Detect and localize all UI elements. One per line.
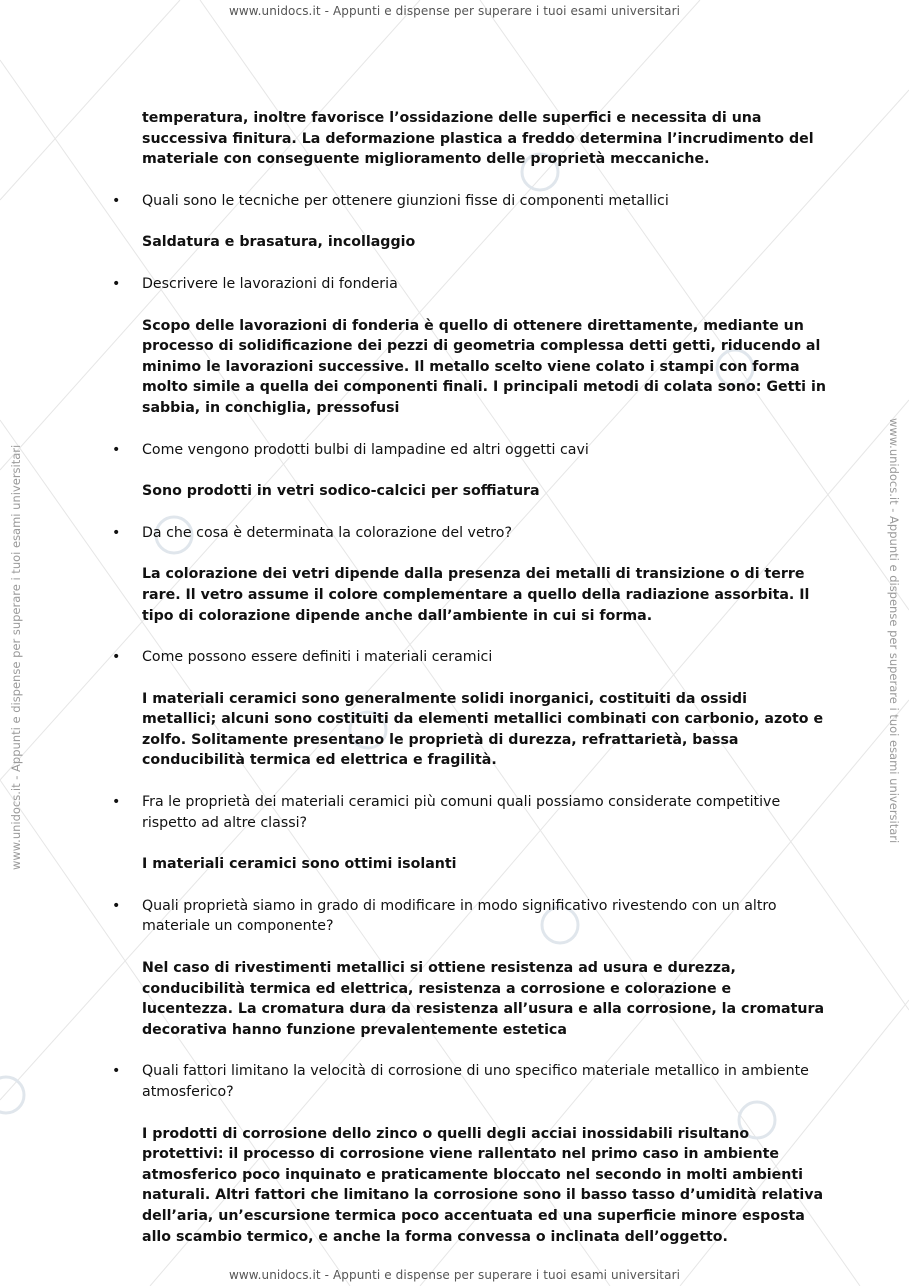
qa-item [110, 896, 826, 1041]
bullet-icon: • [112, 192, 121, 209]
question-text: Quali fattori limitano la velocità di corrosione di uno specifico materiale metallico in ambiente atmosferico? [142, 1063, 809, 1100]
qa-item [110, 191, 826, 253]
side-watermark-right: www.unidocs.it - Appunti e dispense per superare i tuoi esami universitari [887, 418, 901, 844]
question [110, 647, 826, 668]
question [110, 274, 826, 295]
qa-item [110, 792, 826, 875]
question-text: Come vengono prodotti bulbi di lampadine ed altri oggetti cavi [142, 441, 589, 458]
question-text: Fra le proprietà dei materiali ceramici più comuni quali possiamo considerate competitive rispetto ad altre classi? [142, 794, 781, 831]
bullet-icon: • [112, 441, 121, 458]
document-body [110, 108, 826, 1247]
answer: I materiali ceramici sono generalmente solidi inorganici, costituiti da ossidi metallici; alcuni sono costituiti da elementi metallici combinati con carbonio, azoto e zolfo. Solitamente presentano le proprietà di durezza, refrattarietà, bassa conducibilità termica ed elettrica e fragilità. [142, 690, 824, 769]
intro-continuation: temperatura, inoltre favorisce l’ossidazione delle superfici e necessita di una successiva finitura. La deformazione plastica a freddo determina l’incrudimento del materiale con conseguente miglioramento delle proprietà meccaniche. [142, 110, 814, 168]
bullet-icon: • [112, 1063, 121, 1080]
answer: Nel caso di rivestimenti metallici si ottiene resistenza ad usura e durezza, conducibilità termica ed elettrica, resistenza a corrosione e colorazione e lucentezza. La cromatura dura da resistenza all’usura e alla corrosione, la cromatura decorativa hanno funzione prevalentemente estetica [142, 960, 825, 1038]
header-banner: www.unidocs.it - Appunti e dispense per superare i tuoi esami universitari [228, 4, 681, 18]
answer: La colorazione dei vetri dipende dalla presenza dei metalli di transizione o di terre rare. Il vetro assume il colore complementare a quello della radiazione assorbita. Il tipo di colorazione dipende anche dall’ambiente in cui si forma. [142, 566, 810, 624]
bullet-icon: • [112, 524, 121, 541]
question [110, 191, 826, 212]
question [110, 1061, 826, 1102]
footer-banner: www.unidocs.it - Appunti e dispense per superare i tuoi esami universitari [228, 1268, 681, 1282]
qa-item [110, 523, 826, 626]
answer: Sono prodotti in vetri sodico-calcici per soffiatura [142, 483, 540, 500]
bullet-icon: • [112, 275, 121, 292]
question-text: Da che cosa è determinata la colorazione del vetro? [142, 524, 512, 541]
bullet-icon: • [112, 794, 121, 811]
question-text: Quali proprietà siamo in grado di modificare in modo significativo rivestendo con un altro materiale un componente? [142, 897, 777, 935]
qa-item [110, 1061, 826, 1247]
answer: Scopo delle lavorazioni di fonderia è quello di ottenere direttamente, mediante un processo di solidificazione dei pezzi di geometria complessa detti getti, riducendo al minimo le lavorazioni successive. Il metallo scelto viene colato i stampi con forma molto simile a quella dei componenti finali. I principali metodi di colata sono: Getti in sabbia, in conchiglia, pressofusi [142, 317, 826, 416]
bullet-icon: • [112, 649, 121, 666]
answer: I prodotti di corrosione dello zinco o quelli degli acciai inossidabili risultano protettivi: il processo di corrosione viene rallentato nel primo caso in ambiente atmosferico poco inquinato e praticamente bloccato nel secondo in molti ambienti naturali. Altri fattori che limitano la corrosione sono il basso tasso d’umidità relativa dell’aria, un’escursione termica poco accentuata ed una superficie minore esposta allo scambio termico, e anche la forma convessa o inclinata dell’oggetto. [142, 1125, 824, 1245]
side-watermark-left: www.unidocs.it - Appunti e dispense per superare i tuoi esami universitari [9, 444, 23, 870]
question-text: Descrivere le lavorazioni di fonderia [142, 275, 398, 292]
question [110, 440, 826, 461]
qa-item [110, 647, 826, 771]
qa-item [110, 274, 826, 419]
question [110, 792, 826, 833]
question [110, 523, 826, 544]
question-text: Come possono essere definiti i materiali ceramici [142, 649, 493, 666]
qa-item [110, 440, 826, 502]
answer: Saldatura e brasatura, incollaggio [142, 234, 416, 251]
answer: I materiali ceramici sono ottimi isolanti [142, 856, 457, 873]
bullet-icon: • [112, 897, 121, 914]
question-text: Quali sono le tecniche per ottenere giunzioni fisse di componenti metallici [142, 192, 669, 209]
question [110, 896, 826, 937]
